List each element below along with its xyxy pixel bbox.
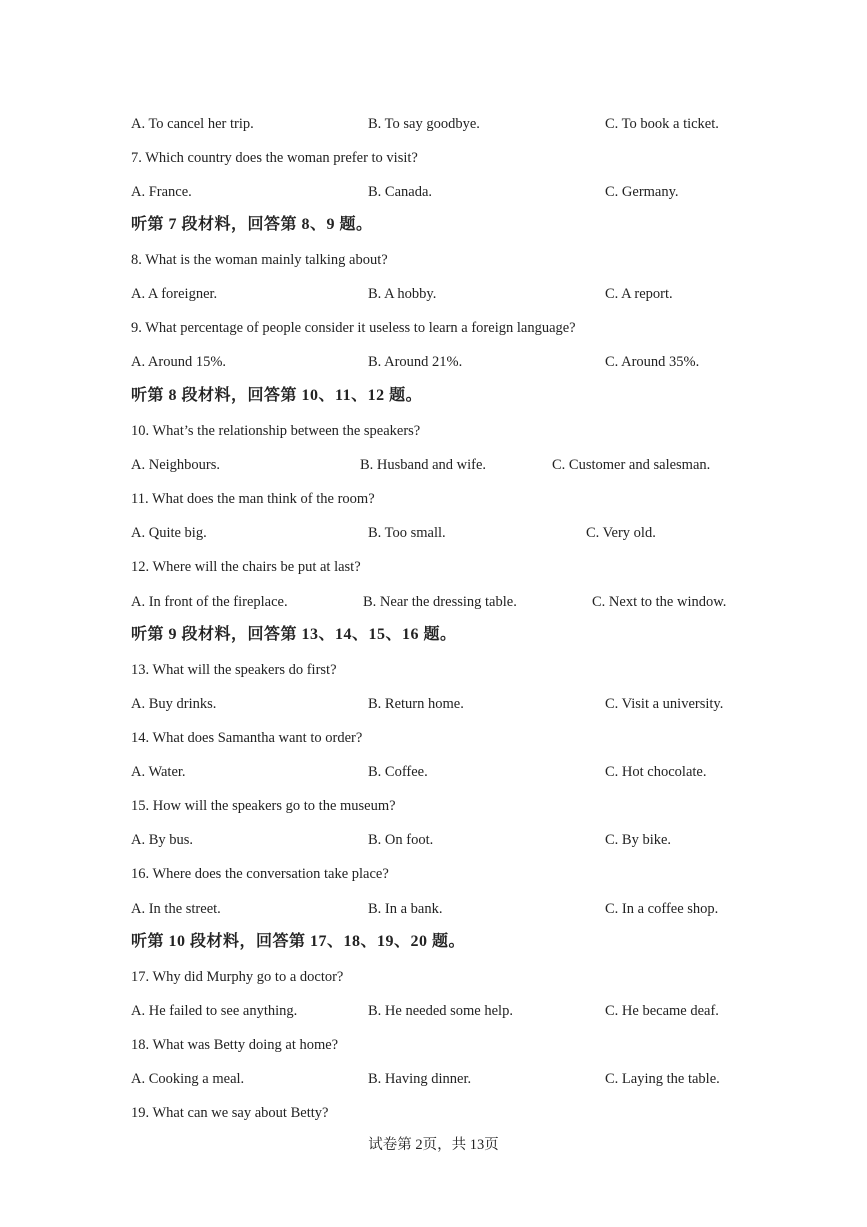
option-b: B. Canada. [368,184,433,200]
section-heading: 听第 9 段材料，回答第 13、14、15、16 题。 [131,626,457,643]
option-b: B. Around 21%. [368,354,463,370]
section-heading: 听第 8 段材料，回答第 10、11、12 题。 [131,387,423,404]
option-c: C. Next to the window. [592,594,727,610]
option-b: B. To say goodbye. [368,116,480,132]
section-heading: 听第 7 段材料，回答第 8、9 题。 [131,216,373,233]
option-a: A. By bus. [131,832,194,848]
option-c: C. Around 35%. [605,354,700,370]
option-c: C. To book a ticket. [605,116,719,132]
question-15: 15. How will the speakers go to the museum? [131,798,396,814]
option-c: C. Hot chocolate. [605,764,707,780]
question-19: 19. What can we say about Betty? [131,1105,329,1121]
option-a: A. To cancel her trip. [131,116,254,132]
option-a: A. Buy drinks. [131,696,217,712]
option-b: B. A hobby. [368,286,437,302]
page-footer: 试卷第 2页，共 13页 [368,1137,499,1153]
option-c: C. Visit a university. [605,696,724,712]
option-a: A. In the street. [131,901,221,917]
option-b: B. Near the dressing table. [363,594,517,610]
option-c: C. Germany. [605,184,679,200]
option-a: A. He failed to see anything. [131,1003,298,1019]
question-9: 9. What percentage of people consider it useless to learn a foreign language? [131,320,576,336]
section-heading: 听第 10 段材料，回答第 17、18、19、20 题。 [131,933,466,950]
question-16: 16. Where does the conversation take place? [131,866,389,882]
option-c: C. He became deaf. [605,1003,719,1019]
option-a: A. Around 15%. [131,354,227,370]
option-a: A. Neighbours. [131,457,221,473]
question-12: 12. Where will the chairs be put at last? [131,559,361,575]
option-c: C. By bike. [605,832,672,848]
option-c: C. Laying the table. [605,1071,720,1087]
option-c: C. Very old. [586,525,656,541]
option-b: B. Having dinner. [368,1071,472,1087]
question-8: 8. What is the woman mainly talking about? [131,252,388,268]
option-b: B. In a bank. [368,901,443,917]
question-17: 17. Why did Murphy go to a doctor? [131,969,344,985]
question-18: 18. What was Betty doing at home? [131,1037,339,1053]
option-a: A. Cooking a meal. [131,1071,245,1087]
option-c: C. In a coffee shop. [605,901,719,917]
option-b: B. Coffee. [368,764,428,780]
option-b: B. Return home. [368,696,464,712]
option-b: B. He needed some help. [368,1003,513,1019]
question-7: 7. Which country does the woman prefer to visit? [131,150,418,166]
question-13: 13. What will the speakers do first? [131,662,337,678]
option-a: A. A foreigner. [131,286,218,302]
option-b: B. Too small. [368,525,446,541]
question-10: 10. What’s the relationship between the speakers? [131,423,421,439]
option-a: A. Quite big. [131,525,207,541]
option-a: A. In front of the fireplace. [131,594,288,610]
question-11: 11. What does the man think of the room? [131,491,375,507]
option-b: B. On foot. [368,832,434,848]
option-c: C. Customer and salesman. [552,457,711,473]
option-a: A. France. [131,184,192,200]
option-c: C. A report. [605,286,673,302]
question-14: 14. What does Samantha want to order? [131,730,363,746]
option-b: B. Husband and wife. [360,457,487,473]
option-a: A. Water. [131,764,186,780]
